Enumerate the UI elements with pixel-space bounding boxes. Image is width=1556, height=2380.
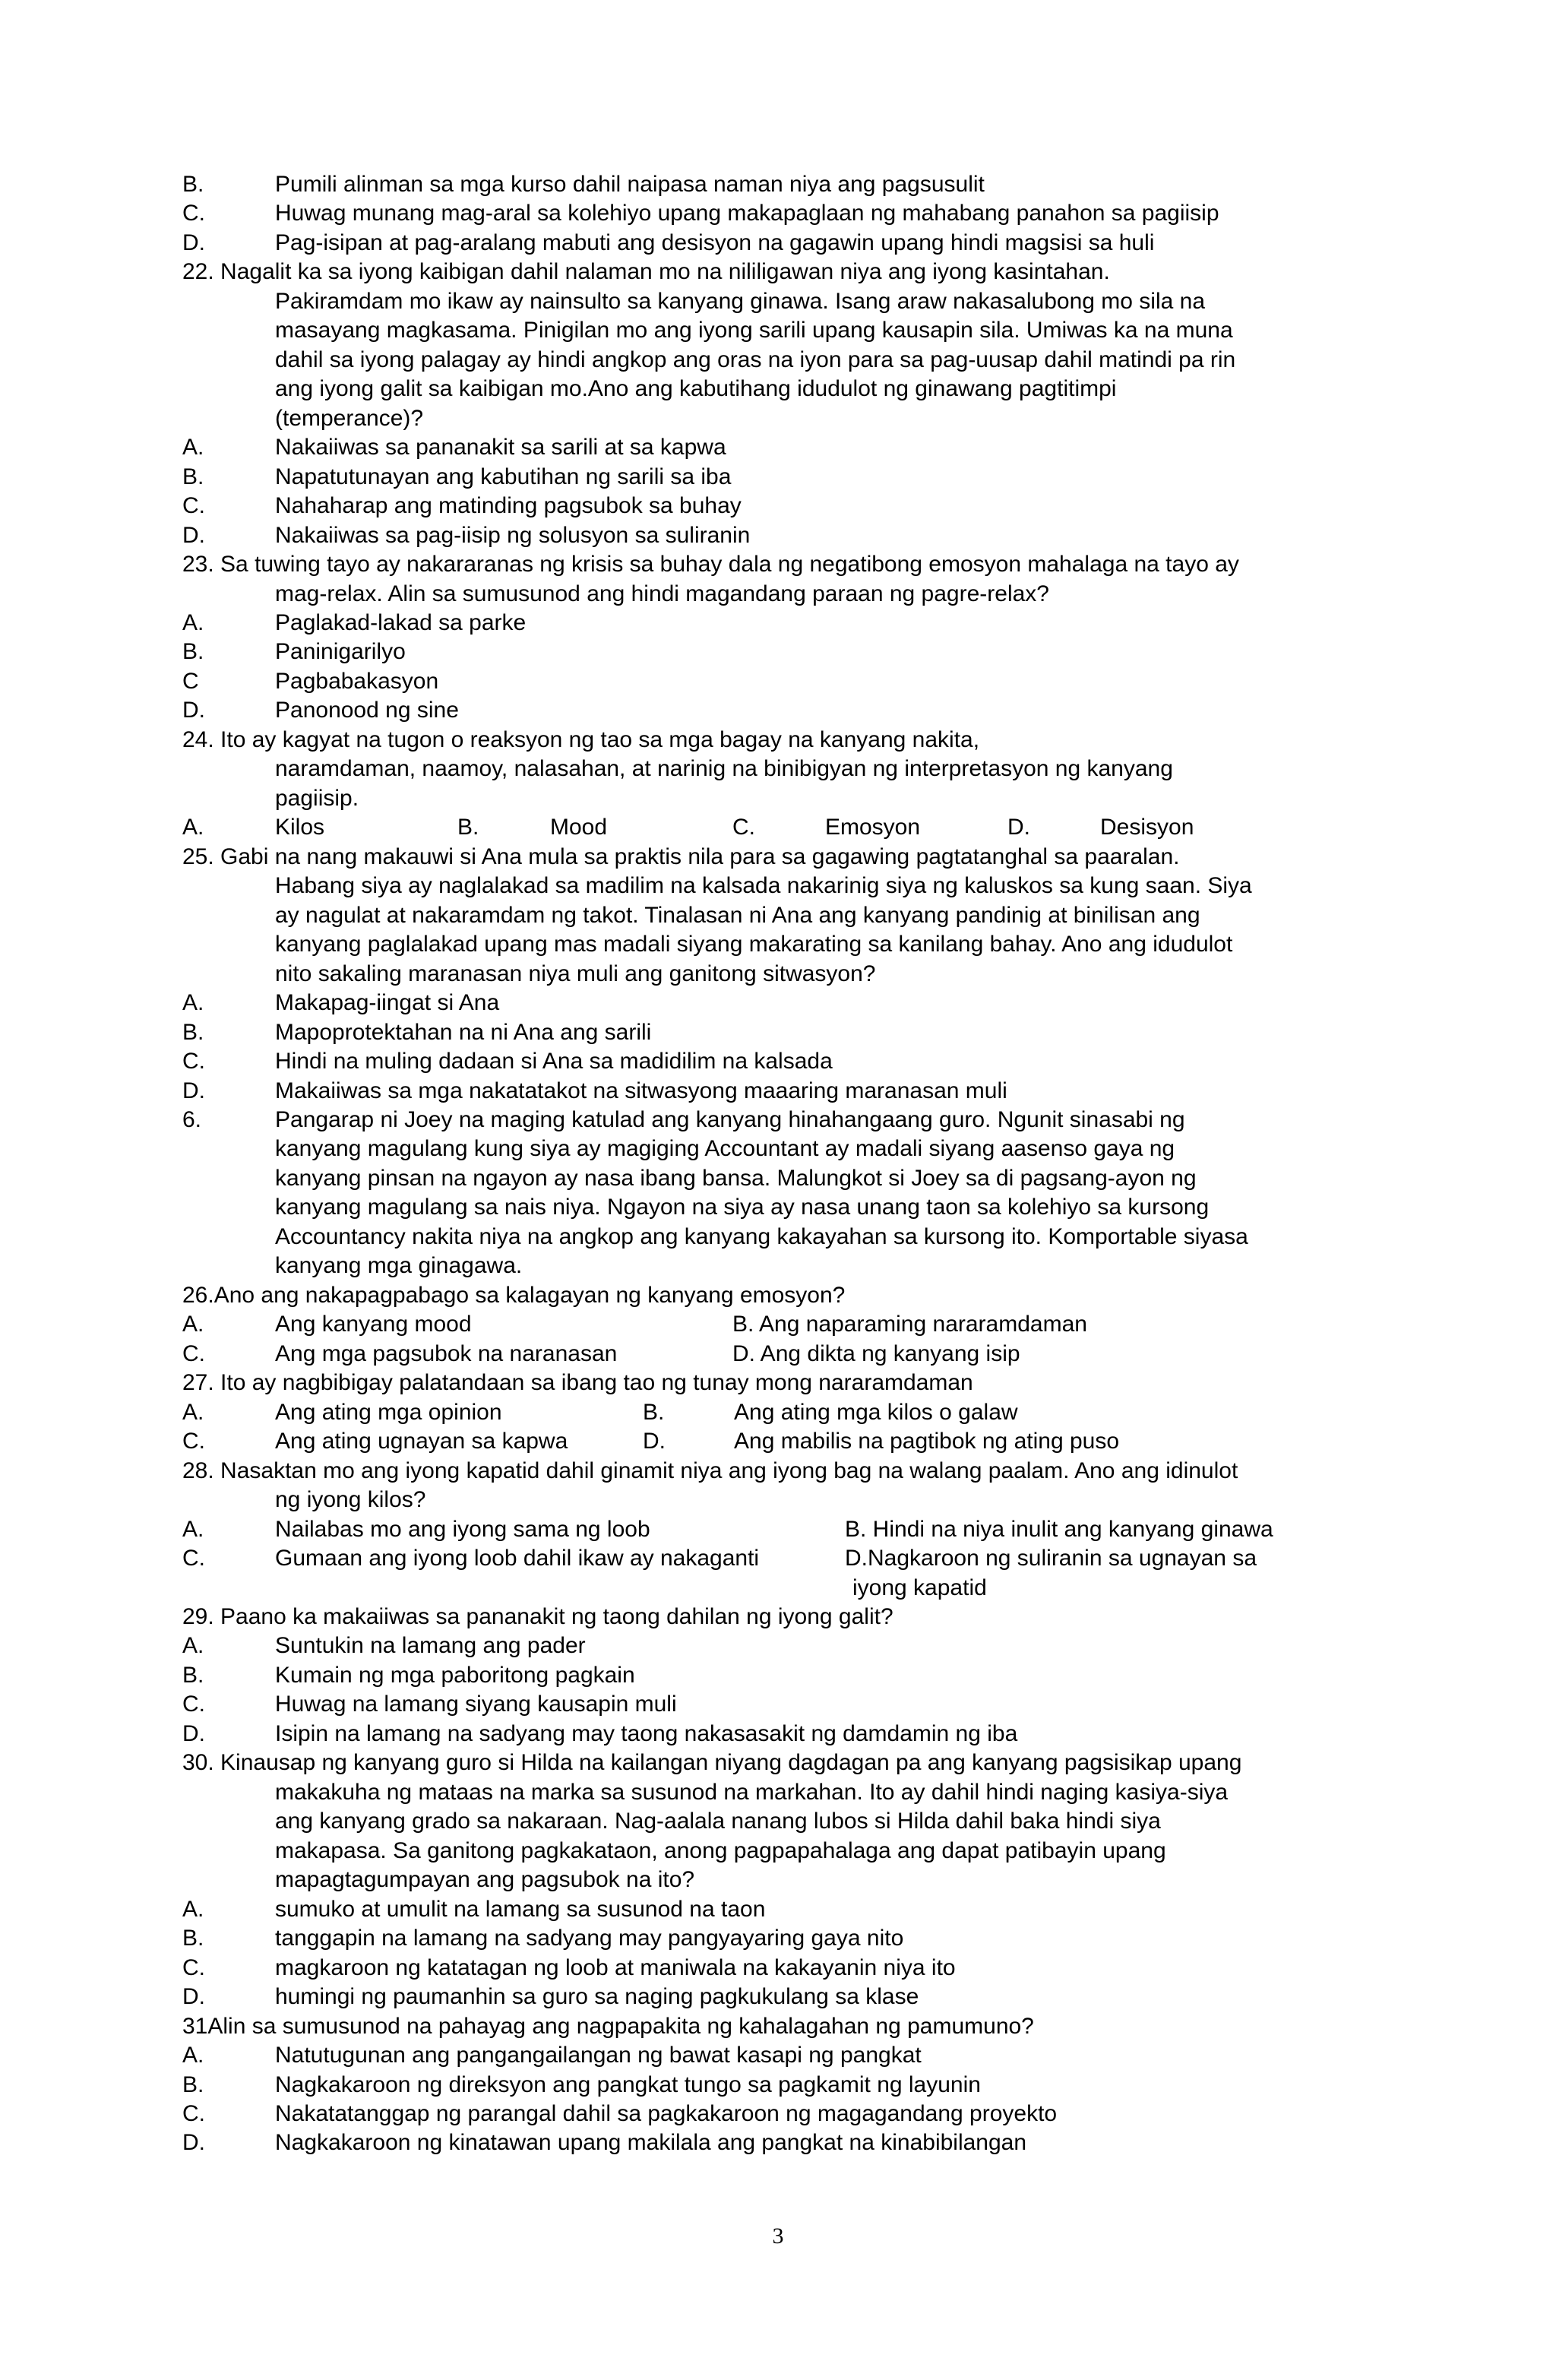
line-text: Nagkakaroon ng kinatawan upang makilala ang pangkat na kinabibilangan <box>275 2130 1027 2155</box>
option-label: A. <box>182 1633 204 1658</box>
option-label: D. <box>182 523 205 548</box>
option-label: B. <box>182 1020 204 1045</box>
option-label: B. <box>182 639 204 664</box>
option-label: A. <box>182 1517 204 1542</box>
line-text: Gumaan ang iyong loob dahil ikaw ay nakaganti <box>275 1546 760 1571</box>
line-text: Huwag munang mag-aral sa kolehiyo upang makapaglaan ng mahabang panahon sa pagiisip <box>275 201 1219 226</box>
line-text: Isipin na lamang na sadyang may taong nakasasakit ng damdamin ng iba <box>275 1721 1018 1746</box>
line-text: Nahaharap ang matinding pagsubok sa buhay <box>275 493 742 518</box>
option-label: D. <box>182 1984 205 2009</box>
line-text: Suntukin na lamang ang pader <box>275 1633 586 1658</box>
line-text: Ang ating mga kilos o galaw <box>734 1400 1018 1425</box>
line-text: Natutugunan ang pangangailangan ng bawat kasapi ng pangkat <box>275 2043 922 2068</box>
line-text: Panonood ng sine <box>275 698 459 723</box>
option-label: B. <box>643 1400 665 1425</box>
line-text: Mood <box>550 815 608 840</box>
option-label: A. <box>182 610 204 635</box>
line-text: Pagbabakasyon <box>275 669 439 694</box>
option-label: B. <box>182 172 204 197</box>
line-text: D. Ang dikta ng kanyang isip <box>732 1341 1020 1366</box>
option-label: A. <box>182 435 204 460</box>
option-label: C. <box>182 201 205 226</box>
line-text: Makapag-iingat si Ana <box>275 990 500 1015</box>
option-label: C. <box>182 1049 205 1074</box>
line-text: Ang ating mga opinion <box>275 1400 502 1425</box>
option-label: C. <box>182 2101 205 2126</box>
line-text: kanyang magulang kung siya ay magiging Accountant ay madali siyang aasenso gaya ng <box>275 1136 1175 1161</box>
option-label: A. <box>182 815 204 840</box>
line-text: pagiisip. <box>275 786 359 811</box>
question-text: 26.Ano ang nakapagpabago sa kalagayan ng kanyang emosyon? <box>182 1283 846 1308</box>
option-label: B. <box>182 1926 204 1951</box>
line-text: Nakaiiwas sa pag-iisip ng solusyon sa suliranin <box>275 523 751 548</box>
line-text: Kilos <box>275 815 325 840</box>
line-text: Nakatatanggap ng parangal dahil sa pagkakaroon ng magagandang proyekto <box>275 2101 1058 2126</box>
line-text: iyong kapatid <box>852 1575 987 1600</box>
line-text: B. Ang naparaming nararamdaman <box>732 1312 1087 1337</box>
option-label: D. <box>643 1429 666 1454</box>
line-text: ng iyong kilos? <box>275 1487 426 1512</box>
line-text: ay nagulat at nakaramdam ng takot. Tinalasan ni Ana ang kanyang pandinig at binilisan ang <box>275 903 1200 928</box>
line-text: Napatutunayan ang kabutihan ng sarili sa iba <box>275 464 732 489</box>
question-text: 22. Nagalit ka sa iyong kaibigan dahil nalaman mo na nililigawan niya ang iyong kasintahan. <box>182 259 1110 284</box>
page-number: 3 <box>772 2223 784 2249</box>
line-text: kanyang mga ginagawa. <box>275 1253 523 1278</box>
option-label: 6. <box>182 1107 202 1132</box>
line-text: Ang mga pagsubok na naranasan <box>275 1341 618 1366</box>
line-text: Desisyon <box>1100 815 1194 840</box>
question-text: 29. Paano ka makaiiwas sa pananakit ng taong dahilan ng iyong galit? <box>182 1604 893 1629</box>
line-text: ang kanyang grado sa nakaraan. Nag-aalala nanang lubos si Hilda dahil baka hindi siya <box>275 1809 1161 1834</box>
option-label: D. <box>182 2130 205 2155</box>
line-text: Nakaiiwas sa pananakit sa sarili at sa kapwa <box>275 435 726 460</box>
option-label: C. <box>732 815 755 840</box>
question-text: 25. Gabi na nang makauwi si Ana mula sa praktis nila para sa gagawing pagtatanghal sa paaralan. <box>182 844 1180 869</box>
option-label: C. <box>182 493 205 518</box>
option-label: A. <box>182 990 204 1015</box>
option-label: C. <box>182 1429 205 1454</box>
option-label: A. <box>182 1312 204 1337</box>
question-text: 30. Kinausap ng kanyang guro si Hilda na kailangan niyang dagdagan pa ang kanyang pagsisikap upang <box>182 1750 1242 1775</box>
line-text: makapasa. Sa ganitong pagkakataon, anong pagpapahalaga ang dapat patibayin upang <box>275 1838 1166 1863</box>
line-text: Ang ating ugnayan sa kapwa <box>275 1429 568 1454</box>
line-text: kanyang paglalakad upang mas madali siyang makarating sa kanilang bahay. Ano ang idudulot <box>275 932 1233 957</box>
question-text: 27. Ito ay nagbibigay palatandaan sa ibang tao ng tunay mong nararamdaman <box>182 1370 973 1395</box>
line-text: Habang siya ay naglalakad sa madilim na kalsada nakarinig siya ng kaluskos sa kung saan. Siya <box>275 873 1252 898</box>
line-text: ang iyong galit sa kaibigan mo.Ano ang kabutihang idudulot ng ginawang pagtitimpi <box>275 376 1117 401</box>
option-label: A. <box>182 1400 204 1425</box>
line-text: tanggapin na lamang na sadyang may pangyayaring gaya nito <box>275 1926 904 1951</box>
line-text: Pangarap ni Joey na maging katulad ang kanyang hinahangaang guro. Ngunit sinasabi ng <box>275 1107 1185 1132</box>
question-text: 28. Nasaktan mo ang iyong kapatid dahil ginamit niya ang iyong bag na walang paalam. Ano ang idinulot <box>182 1458 1238 1483</box>
line-text: B. Hindi na niya inulit ang kanyang ginawa <box>845 1517 1273 1542</box>
option-label: D. <box>182 1721 205 1746</box>
line-text: Pag-isipan at pag-aralang mabuti ang desisyon na gagawin upang hindi magsisi sa huli <box>275 230 1155 255</box>
line-text: Paninigarilyo <box>275 639 406 664</box>
line-text: Accountancy nakita niya na angkop ang kanyang kakayahan sa kursong ito. Komportable siyasa <box>275 1224 1248 1249</box>
option-label: C. <box>182 1692 205 1717</box>
line-text: Pumili alinman sa mga kurso dahil naipasa naman niya ang pagsusulit <box>275 172 985 197</box>
line-text: Makaiiwas sa mga nakatatakot na sitwasyong maaaring maranasan muli <box>275 1078 1007 1103</box>
line-text: Ang mabilis na pagtibok ng ating puso <box>734 1429 1120 1454</box>
line-text: Nailabas mo ang iyong sama ng loob <box>275 1517 650 1542</box>
line-text: Nagkakaroon ng direksyon ang pangkat tungo sa pagkamit ng layunin <box>275 2072 981 2097</box>
line-text: humingi ng paumanhin sa guro sa naging pagkukulang sa klase <box>275 1984 919 2009</box>
option-label: A. <box>182 2043 204 2068</box>
line-text: Mapoprotektahan na ni Ana ang sarili <box>275 1020 652 1045</box>
option-label: C. <box>182 1341 205 1366</box>
line-text: naramdaman, naamoy, nalasahan, at narinig na binibigyan ng interpretasyon ng kanyang <box>275 756 1173 781</box>
option-label: B. <box>182 464 204 489</box>
line-text: Emosyon <box>825 815 921 840</box>
option-label: C <box>182 669 199 694</box>
line-text: Pakiramdam mo ikaw ay nainsulto sa kanyang ginawa. Isang araw nakasalubong mo sila na <box>275 289 1206 314</box>
line-text: Huwag na lamang siyang kausapin muli <box>275 1692 677 1717</box>
question-text: 31Alin sa sumusunod na pahayag ang nagpapakita ng kahalagahan ng pamumuno? <box>182 2014 1034 2039</box>
line-text: kanyang pinsan na ngayon ay nasa ibang bansa. Malungkot si Joey sa di pagsang-ayon ng <box>275 1166 1197 1191</box>
question-text: 24. Ito ay kagyat na tugon o reaksyon ng tao sa mga bagay na kanyang nakita, <box>182 727 980 752</box>
line-text: Hindi na muling dadaan si Ana sa madidilim na kalsada <box>275 1049 833 1074</box>
question-text: 23. Sa tuwing tayo ay nakararanas ng krisis sa buhay dala ng negatibong emosyon mahalaga na tayo ay <box>182 552 1239 577</box>
line-text: sumuko at umulit na lamang sa susunod na taon <box>275 1897 766 1922</box>
option-label: C. <box>182 1955 205 1980</box>
option-label: D. <box>1007 815 1030 840</box>
line-text: (temperance)? <box>275 406 424 431</box>
line-text: makakuha ng mataas na marka sa susunod na markahan. Ito ay dahil hindi naging kasiya-siya <box>275 1780 1229 1805</box>
option-label: B. <box>182 1663 204 1688</box>
line-text: magkaroon ng katatagan ng loob at maniwala na kakayanin niya ito <box>275 1955 956 1980</box>
option-label: D. <box>182 230 205 255</box>
line-text: Ang kanyang mood <box>275 1312 472 1337</box>
option-label: D. <box>182 698 205 723</box>
line-text: masayang magkasama. Pinigilan mo ang iyong sarili upang kausapin sila. Umiwas ka na muna <box>275 318 1233 343</box>
option-label: B. <box>457 815 479 840</box>
line-text: mag-relax. Alin sa sumusunod ang hindi magandang paraan ng pagre-relax? <box>275 581 1049 606</box>
line-text: mapagtagumpayan ang pagsubok na ito? <box>275 1867 695 1892</box>
line-text: Kumain ng mga paboritong pagkain <box>275 1663 635 1688</box>
line-text: dahil sa iyong palagay ay hindi angkop ang oras na iyon para sa pag-uusap dahil matindi pa rin <box>275 347 1236 372</box>
line-text: nito sakaling maranasan niya muli ang ganitong sitwasyon? <box>275 961 876 986</box>
option-label: C. <box>182 1546 205 1571</box>
line-text: D.Nagkaroon ng suliranin sa ugnayan sa <box>845 1546 1257 1571</box>
option-label: D. <box>182 1078 205 1103</box>
option-label: B. <box>182 2072 204 2097</box>
line-text: kanyang magulang sa nais niya. Ngayon na siya ay nasa unang taon sa kolehiyo sa kursong <box>275 1195 1210 1220</box>
option-label: A. <box>182 1897 204 1922</box>
line-text: Paglakad-lakad sa parke <box>275 610 527 635</box>
